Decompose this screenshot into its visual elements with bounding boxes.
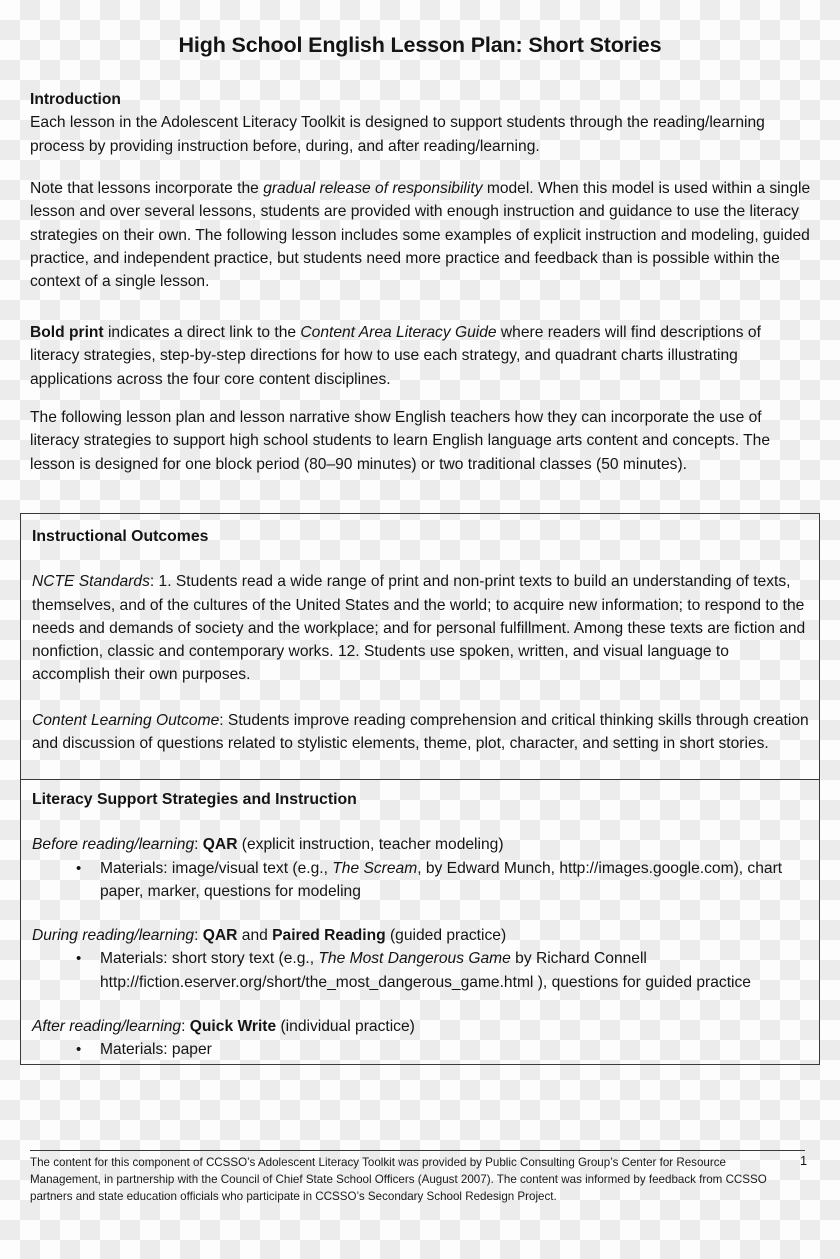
most-dangerous-game-emphasis: The Most Dangerous Game	[318, 950, 511, 968]
the-scream-emphasis: The Scream	[332, 859, 418, 877]
paragraph-3-text-b: where readers will find descriptions of literacy strategies, step-by-step directions for how to use each strategy, and quadrant charts illustrating applications across the four core content disciplines.	[30, 324, 761, 388]
before-materials-text-a: Materials: image/visual text (e.g.,	[100, 859, 333, 877]
during-reading-materials-list	[32, 947, 810, 994]
instructional-outcomes-heading: Instructional Outcomes	[32, 528, 209, 545]
during-materials-text-a: Materials: short story text (e.g.,	[100, 950, 319, 968]
paragraph-2-text-a: Note that lessons incorporate the	[30, 180, 264, 197]
before-reading-label: Before reading/learning	[32, 836, 195, 854]
during-reading-colon: :	[194, 927, 203, 945]
page-number: 1	[800, 1153, 808, 1168]
during-reading-strategy-2: Paired Reading	[272, 927, 386, 945]
during-reading-line	[32, 924, 810, 947]
page-title: High School English Lesson Plan: Short Stories	[178, 33, 662, 57]
during-reading-strategy-1: QAR	[202, 927, 238, 945]
list-item	[32, 947, 810, 994]
after-reading-block	[32, 1015, 810, 1062]
during-reading-block	[32, 924, 810, 994]
footer-attribution: The content for this component of CCSSO’s Adolescent Literacy Toolkit was provided by Public Consulting Group’s Center for Resource Management, in partnership with the Council of Chief State School Officers (August 2007). The content was informed by feedback from CCSSO partners and state education officials who participate in CCSSO’s Secondary School Redesign Project.	[30, 1156, 767, 1203]
after-reading-line	[32, 1015, 810, 1038]
introduction-heading: Introduction	[30, 91, 121, 108]
content-learning-outcome-paragraph	[32, 709, 810, 756]
introduction-paragraph-4: The following lesson plan and lesson narrative show English teachers how they can incorporate the use of literacy strategies to support high school students to learn English language arts content and concepts. The lesson is designed for one block period (80–90 minutes) or two traditional classes (50 minutes).	[30, 409, 771, 473]
before-reading-block	[32, 833, 810, 903]
after-reading-label: After reading/learning	[32, 1018, 182, 1036]
before-reading-materials-list	[32, 857, 810, 904]
list-item	[32, 857, 810, 904]
introduction-section	[30, 88, 812, 158]
before-reading-qualifier: (explicit instruction, teacher modeling)	[237, 836, 504, 854]
ncte-standards-paragraph	[32, 570, 810, 686]
before-reading-strategy: QAR	[202, 836, 238, 854]
paragraph-2-text-b: model. When this model is used within a single lesson and over several lessons, students are provided with enough instruction and guidance to use the literacy strategies on their own. The following lesson includes some examples of explicit instruction and modeling, guided practice, and independent practice, but students need more practice and feedback than is possible within the context of a single lesson.	[30, 180, 811, 291]
instructional-outcomes-section	[32, 525, 810, 755]
after-reading-colon: :	[181, 1018, 190, 1036]
before-materials-text-b: , by Edward Munch, http://images.google.com), chart paper, marker, questions for modeling	[100, 859, 783, 900]
footer-divider	[30, 1150, 805, 1151]
after-reading-qualifier: (individual practice)	[276, 1018, 415, 1036]
literacy-support-section	[32, 788, 810, 1062]
box-section-divider	[21, 779, 819, 780]
content-learning-outcome-label: Content Learning Outcome	[32, 711, 220, 729]
before-reading-line	[32, 833, 810, 856]
ncte-standards-label: NCTE Standards	[32, 573, 150, 591]
paragraph-3-text-a: indicates a direct link to the	[103, 324, 301, 341]
content-area-literacy-guide-emphasis: Content Area Literacy Guide	[300, 324, 497, 341]
after-reading-strategy: Quick Write	[189, 1018, 277, 1036]
introduction-paragraph-1: Each lesson in the Adolescent Literacy Toolkit is designed to support students through the reading/learning process by providing instruction before, during, and after reading/learning.	[30, 114, 765, 155]
during-reading-conjunction: and	[237, 927, 273, 945]
bold-print-emphasis: Bold print	[30, 324, 104, 341]
during-materials-text-b: by Richard Connell http://fiction.eserver.org/short/the_most_dangerous_game.html ), questions for guided practice	[100, 950, 751, 991]
during-reading-qualifier: (guided practice)	[385, 927, 507, 945]
content-learning-outcome-text: : Students improve reading comprehension and critical thinking skills through creation and discussion of questions related to stylistic elements, theme, plot, character, and setting in short stories.	[32, 711, 809, 753]
literacy-support-heading: Literacy Support Strategies and Instruction	[32, 791, 357, 808]
during-reading-label: During reading/learning	[32, 927, 195, 945]
introduction-paragraph-2	[30, 177, 812, 293]
before-reading-colon: :	[194, 836, 203, 854]
introduction-paragraph-3	[30, 321, 812, 391]
ncte-standards-text: : 1. Students read a wide range of print and non-print texts to build an understanding of texts, themselves, and of the cultures of the United States and the world; to acquire new information; to respond to the needs and demands of society and the workplace; and for personal fulfillment. Among these texts are fiction and nonfiction, classic and contemporary works. 12. Students use spoken, written, and visual language to accomplish their own purposes.	[32, 573, 806, 684]
gradual-release-emphasis: gradual release of responsibility	[263, 180, 483, 197]
after-reading-materials-list	[32, 1038, 810, 1061]
list-item: • Materials: paper	[32, 1038, 810, 1061]
outcomes-and-strategies-box	[20, 513, 820, 1065]
